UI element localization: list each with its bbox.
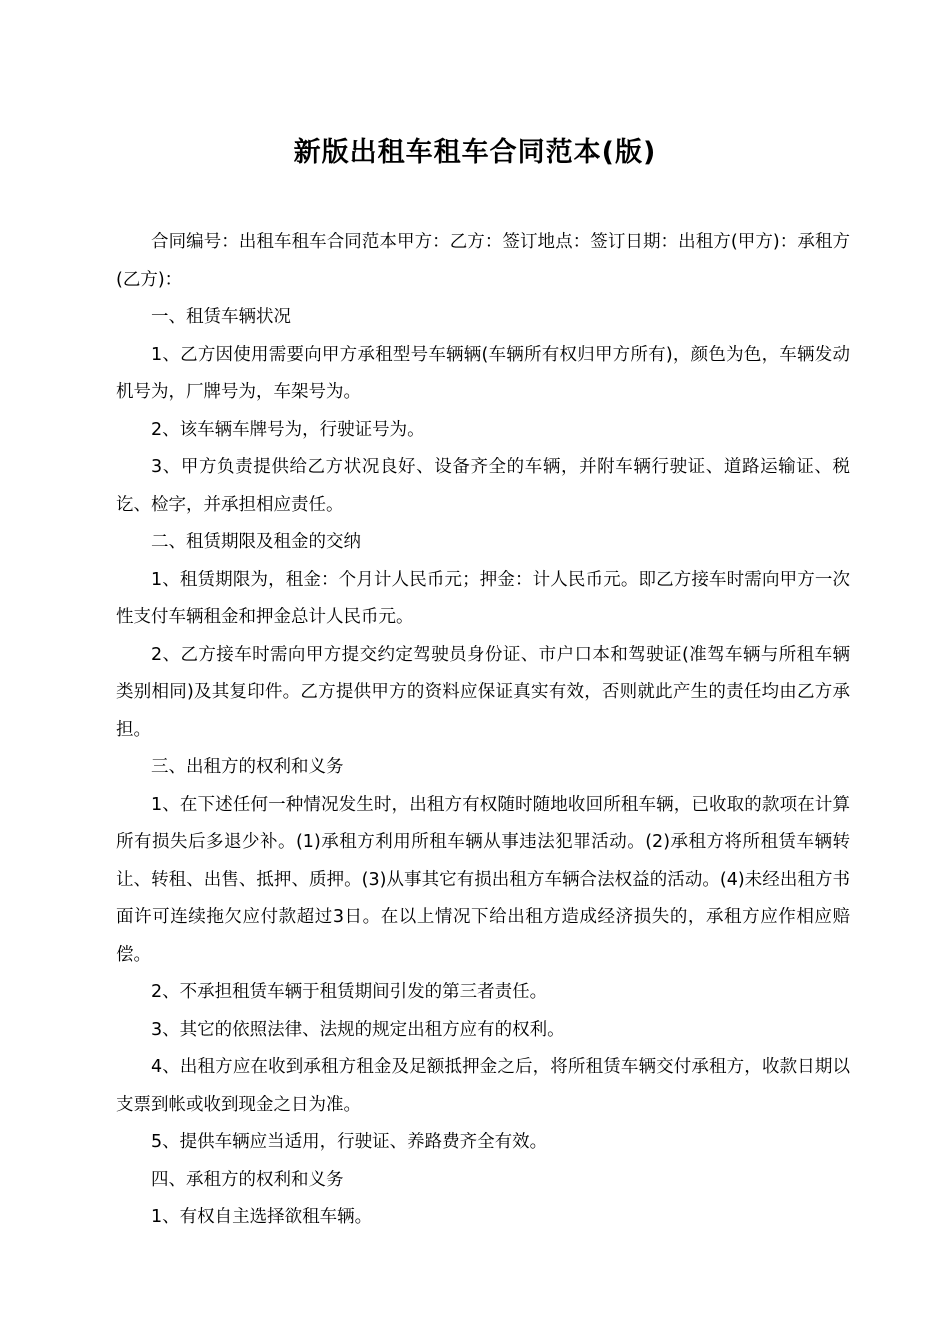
section-heading-4: 四、承租方的权利和义务 xyxy=(151,1169,344,1190)
document-body xyxy=(116,224,850,1237)
paragraph-3-1: 1、在下述任何一种情况发生时，出租方有权随时随地收回所租车辆，已收取的款项在计算所有损失后多退少补。(1)承租方利用所租车辆从事违法犯罪活动。(2)承租方将所租赁车辆转让、转租、出售、抵押、质押。(3)从事其它有损出租方车辆合法权益的活动。(4)未经出租方书面许可连续拖欠应付款超过3日。在以上情况下给出租方造成经济损失的，承租方应作相应赔偿。 xyxy=(116,794,850,965)
paragraph-contract-header: 合同编号：出租车租车合同范本甲方：乙方：签订地点：签订日期：出租方(甲方)：承租方(乙方)： xyxy=(116,232,850,290)
paragraph-1-3: 3、甲方负责提供给乙方状况良好、设备齐全的车辆，并附车辆行驶证、道路运输证、税讫、检字，并承担相应责任。 xyxy=(116,457,850,515)
paragraph-2-1: 1、租赁期限为，租金：个月计人民币元；押金：计人民币元。即乙方接车时需向甲方一次性支付车辆租金和押金总计人民币元。 xyxy=(116,569,850,627)
paragraph-1-2: 2、该车辆车牌号为，行驶证号为。 xyxy=(151,419,425,440)
paragraph-4-1: 1、有权自主选择欲租车辆。 xyxy=(151,1207,373,1227)
paragraph-3-3: 3、其它的依照法律、法规的规定出租方应有的权利。 xyxy=(151,1019,565,1040)
section-heading-3: 三、出租方的权利和义务 xyxy=(151,757,344,777)
paragraph-1-1: 1、乙方因使用需要向甲方承租型号车辆辆(车辆所有权归甲方所有)，颜色为色，车辆发动机号为，厂牌号为，车架号为。 xyxy=(116,344,850,402)
section-heading-1: 一、租赁车辆状况 xyxy=(151,307,291,327)
paragraph-3-2: 2、不承担租赁车辆于租赁期间引发的第三者责任。 xyxy=(151,982,548,1002)
document-title: 新版出租车租车合同范本(版) xyxy=(293,137,657,168)
paragraph-2-2: 2、乙方接车时需向甲方提交约定驾驶员身份证、市户口本和驾驶证(准驾车辆与所租车辆类别相同)及其复印件。乙方提供甲方的资料应保证真实有效，否则就此产生的责任均由乙方承担。 xyxy=(116,644,850,740)
paragraph-3-5: 5、提供车辆应当适用，行驶证、养路费齐全有效。 xyxy=(151,1132,548,1152)
section-heading-2: 二、租赁期限及租金的交纳 xyxy=(151,532,361,552)
paragraph-3-4: 4、出租方应在收到承租方租金及足额抵押金之后，将所租赁车辆交付承租方，收款日期以支票到帐或收到现金之日为准。 xyxy=(116,1057,850,1115)
